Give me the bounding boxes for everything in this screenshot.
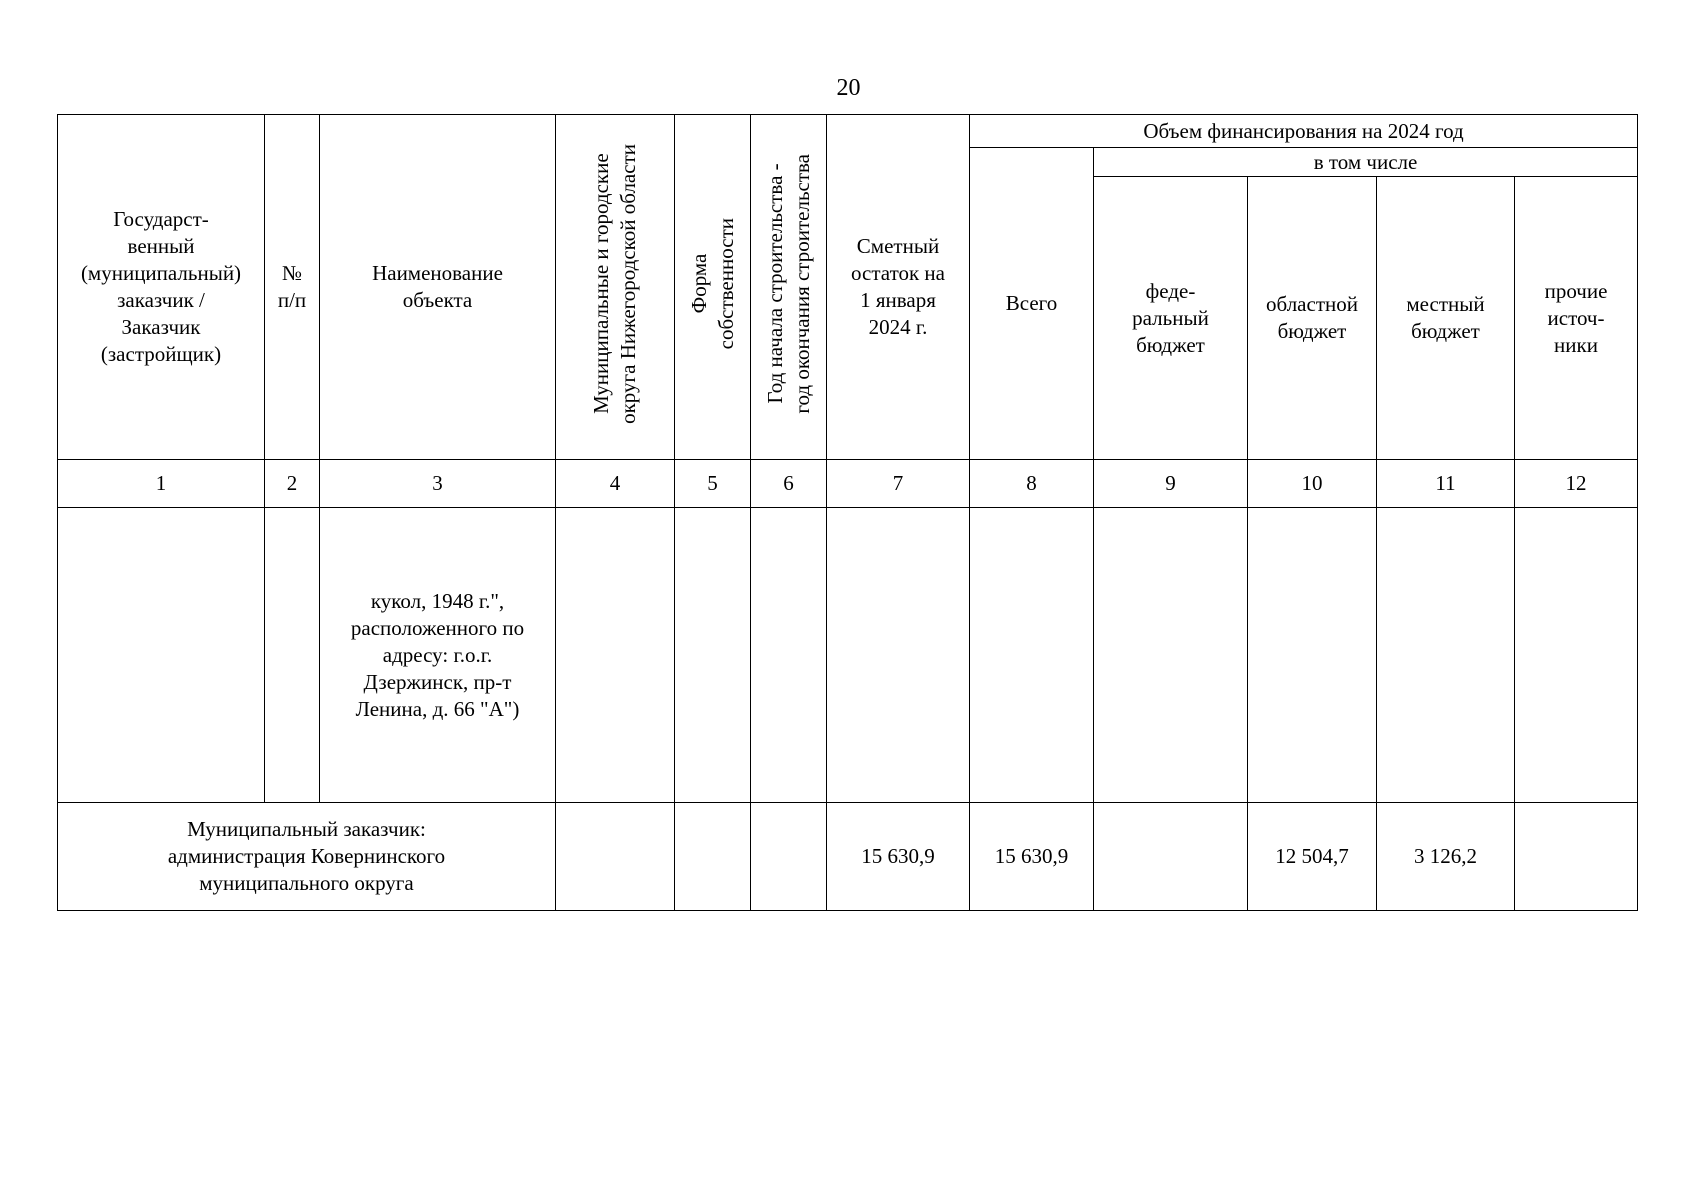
header-construction-years <box>751 115 827 460</box>
object-customer-cell <box>58 508 265 803</box>
object-years-cell <box>751 508 827 803</box>
column-number: 3 <box>320 460 556 508</box>
header-funding-title: Объем финансирования на 2024 год <box>970 115 1638 148</box>
header-federal-budget: феде- ральный бюджет <box>1094 177 1248 460</box>
summary-local: 3 126,2 <box>1377 803 1515 911</box>
object-ownership-cell <box>675 508 751 803</box>
object-regional-cell <box>1248 508 1377 803</box>
object-estimate-cell <box>827 508 970 803</box>
object-total-cell <box>970 508 1094 803</box>
funding-table <box>57 114 1638 911</box>
summary-customer-label: Муниципальный заказчик: администрация Ковернинского муниципального округа <box>58 803 556 911</box>
header-ownership-form <box>675 115 751 460</box>
object-other-cell <box>1515 508 1638 803</box>
header-row-number: № п/п <box>265 115 320 460</box>
object-federal-cell <box>1094 508 1248 803</box>
column-number: 6 <box>751 460 827 508</box>
header-including: в том числе <box>1094 148 1638 177</box>
header-estimate-remaining: Сметный остаток на 1 января 2024 г. <box>827 115 970 460</box>
column-number: 1 <box>58 460 265 508</box>
header-local-budget: местный бюджет <box>1377 177 1515 460</box>
column-number: 8 <box>970 460 1094 508</box>
header-construction-years-text: Год начала строительства - год окончания строительства <box>762 153 814 414</box>
header-other-sources: прочие источ- ники <box>1515 177 1638 460</box>
column-number: 5 <box>675 460 751 508</box>
column-number-row <box>58 460 1638 508</box>
header-municipal-districts-text: Муниципальные и городские округа Нижегородской области <box>589 143 640 424</box>
summary-federal <box>1094 803 1248 911</box>
object-row <box>58 508 1638 803</box>
column-number: 7 <box>827 460 970 508</box>
object-local-cell <box>1377 508 1515 803</box>
object-district-cell <box>556 508 675 803</box>
header-row-1 <box>58 115 1638 148</box>
summary-total: 15 630,9 <box>970 803 1094 911</box>
object-number-cell <box>265 508 320 803</box>
summary-regional: 12 504,7 <box>1248 803 1377 911</box>
header-ownership-form-text: Форма собственности <box>686 217 738 350</box>
header-object-name: Наименование объекта <box>320 115 556 460</box>
summary-district-cell <box>556 803 675 911</box>
header-regional-budget: областной бюджет <box>1248 177 1377 460</box>
page-number: 20 <box>836 75 861 101</box>
summary-ownership-cell <box>675 803 751 911</box>
header-total: Всего <box>970 148 1094 460</box>
column-number: 11 <box>1377 460 1515 508</box>
summary-years-cell <box>751 803 827 911</box>
summary-row <box>58 803 1638 911</box>
object-name-cell: кукол, 1948 г.", расположенного по адресу: г.о.г. Дзержинск, пр-т Ленина, д. 66 "А") <box>320 508 556 803</box>
column-number: 9 <box>1094 460 1248 508</box>
column-number: 2 <box>265 460 320 508</box>
column-number: 12 <box>1515 460 1638 508</box>
column-number: 4 <box>556 460 675 508</box>
summary-other <box>1515 803 1638 911</box>
column-number: 10 <box>1248 460 1377 508</box>
header-customer: Государст- венный (муниципальный) заказчик / Заказчик (застройщик) <box>58 115 265 460</box>
summary-estimate-remaining: 15 630,9 <box>827 803 970 911</box>
header-municipal-districts <box>556 115 675 460</box>
